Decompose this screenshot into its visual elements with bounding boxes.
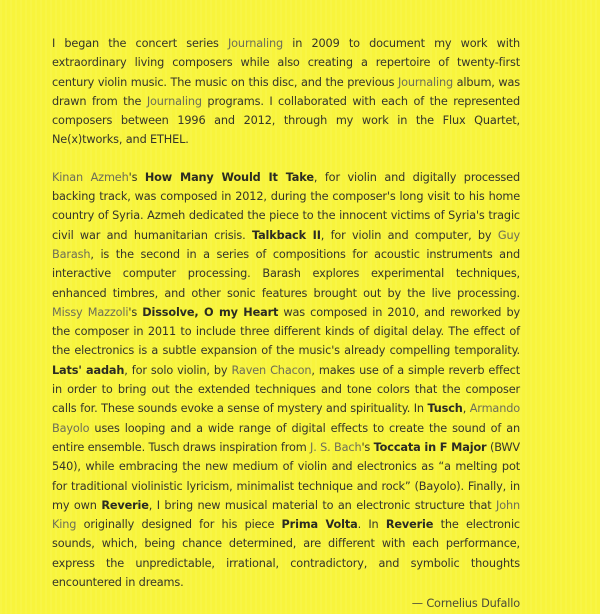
person-or-series-name: Guy Barash [52,228,520,261]
intro-paragraph [52,34,520,150]
signature: — Cornelius Dufallo [411,597,520,611]
work-title: Talkback II [251,228,321,242]
text-run: 's [128,170,145,184]
text-run: , I bring new musical material to an electronic structure that [148,498,497,512]
text-run: , [462,402,470,416]
person-or-series-name: Journaling [146,94,202,108]
text-run: 's [128,305,143,319]
liner-notes [52,34,520,614]
work-title: Toccata in F Major [373,440,487,454]
person-or-series-name: John King [52,498,520,532]
text-run: in 2009 to document my work with extraordinary living composers while also creating a repertoire of twenty-first century violin music. The music on this disc, and the previous [52,37,520,89]
text-run: , for solo violin, by [124,363,232,377]
text-run: , is the second in a series of compositions for acoustic instruments and interactive computer processing. Barash explores experimental techniques, enhanced timbres, and other sonic features brought out by the live processing. [52,247,520,300]
text-run: 's [361,440,374,454]
text-run: uses looping and a wide range of digital effects to create the sound of an entire ensemble. Tusch draws inspiration from [52,421,520,454]
person-or-series-name: Raven Chacon [231,363,312,377]
text-run: , makes use of a simple reverb effect in order to bring out the extended techniques and tone colors that the composer calls for. These sounds evoke a sense of mystery and spirituality. In [52,363,520,416]
work-title: Lats' aadah [52,363,125,377]
person-or-series-name: Kinan Azmeh [52,170,129,184]
person-or-series-name: J. S. Bach [310,440,362,454]
person-or-series-name: Armando Bayolo [52,402,520,435]
work-title: Tusch [427,402,463,416]
text-run: . In [357,518,386,532]
text-run: originally designed for his piece [76,518,282,532]
text-run: album, was drawn from the [52,75,520,108]
text-run: (BWV 540), while embracing the new medium of violin and electronics as “a melting pot for traditional violinistic lyricism, minimalist technique and rock” (Bayolo). Finally, in my own [52,440,520,512]
person-or-series-name: Journaling [227,37,284,50]
works-paragraph [52,168,520,593]
work-title: Dissolve, O my Heart [142,305,279,319]
work-title: Reverie [101,498,149,512]
text-run: programs. I collaborated with each of the represented composers between 1996 and 2012, through my work in the Flux Quartet, Ne(x)tworks, and ETHEL. [52,94,520,147]
work-title: Reverie [385,518,434,532]
text-run: was composed in 2010, and reworked by the composer in 2011 to include three different kinds of digital delay. The effect of the electronics is a subtle expansion of the music's already compelling temporality. [52,305,520,358]
work-title: How Many Would It Take [144,170,314,184]
person-or-series-name: Journaling [397,75,453,89]
person-or-series-name: Missy Mazzoli [52,305,129,319]
text-run: , for violin and computer, by [320,228,498,242]
text-run: , for violin and digitally processed backing track, was composed in 2012, during the composer's long visit to his home country of Syria. Azmeh dedicated the piece to the innocent victims of Syria's tragic civil war and humanitarian crisis. [52,170,520,242]
work-title: Prima Volta [281,518,358,532]
text-run: I began the concert series [52,37,228,50]
text-run: the electronic sounds, which, being chance determined, are different with each performance, express the unpredictable, irrational, contradictory, and symbolic thoughts encountered in dreams. [52,518,520,590]
